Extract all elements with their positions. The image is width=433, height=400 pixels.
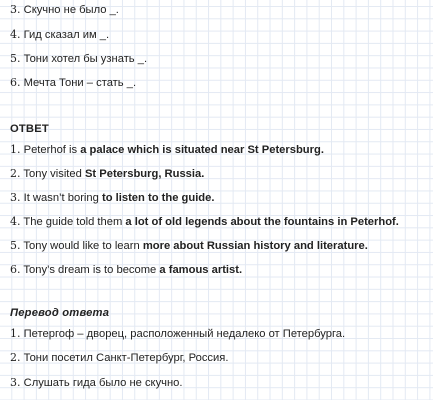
question-text: Тони хотел бы узнать _. [23,53,148,65]
translation-line [10,351,429,365]
question-number: 5. [10,52,21,65]
answer-number: 3. [10,191,21,204]
answer-heading: ОТВЕТ [10,123,49,135]
translation-line [10,376,429,390]
answer-plain-text: Tony would like to learn [23,240,143,252]
answer-line [10,239,429,253]
answer-line [10,143,429,157]
answer-number: 4. [10,215,21,228]
question-line [10,76,429,90]
answer-number: 1. [10,143,21,156]
question-number: 3. [10,3,21,16]
translation-number: 1. [10,327,21,340]
answer-number: 6. [10,263,21,276]
translation-text: Слушать гида было не скучно. [23,377,183,389]
answer-bold-text: a famous artist. [159,264,243,276]
translation-line [10,327,429,341]
answer-number: 5. [10,239,21,252]
answer-bold-text: a lot of old legends about the fountains in Peterhof. [125,216,399,228]
translation-number: 3. [10,376,21,389]
answer-line [10,191,429,205]
answer-number: 2. [10,167,21,180]
answer-plain-text: Peterhof is [23,144,81,156]
question-line [10,3,429,17]
question-number: 6. [10,76,21,89]
question-text: Гид сказал им _. [23,29,110,41]
question-text: Мечта Тони – стать _. [23,77,137,89]
question-line [10,28,429,42]
question-line [10,52,429,66]
answer-line [10,215,429,229]
translation-number: 2. [10,351,21,364]
answer-plain-text: Tony’s dream is to become [23,264,160,276]
translation-text: Петергоф – дворец, расположенный недалеко от Петербурга. [23,328,346,340]
question-text: Скучно не было _. [23,4,119,16]
answer-plain-text: The guide told them [23,216,126,228]
answer-plain-text: It wasn’t boring [23,192,102,204]
answer-line [10,167,429,181]
translation-text: Тони посетил Санкт-Петербург, Россия. [23,352,229,364]
answer-line [10,263,429,277]
answer-plain-text: Tony visited [23,168,85,180]
question-number: 4. [10,28,21,41]
answer-bold-text: St Petersburg, Russia. [84,168,205,180]
answer-bold-text: more about Russian history and literature. [142,240,368,252]
answer-bold-text: a palace which is situated near St Petersburg. [80,144,324,156]
translation-heading: Перевод ответа [10,307,110,319]
answer-bold-text: to listen to the guide. [101,192,215,204]
